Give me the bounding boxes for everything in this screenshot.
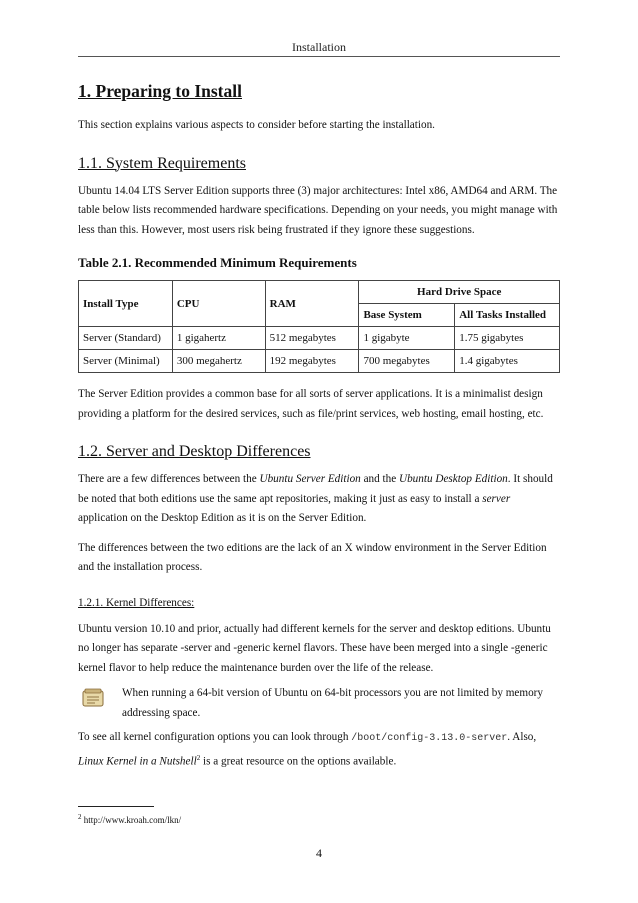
table-cell: 700 megabytes xyxy=(359,350,455,373)
note-box xyxy=(78,684,560,724)
running-header: Installation xyxy=(292,40,346,54)
table-cell: 512 megabytes xyxy=(265,327,359,350)
server-term: server xyxy=(482,492,511,505)
header-all-tasks: All Tasks Installed xyxy=(455,304,560,327)
page-content xyxy=(78,80,560,772)
header-ram: RAM xyxy=(265,281,359,327)
system-requirements-paragraph: Ubuntu 14.04 LTS Server Edition supports three (3) major architectures: Intel x86, AMD64 and ARM. The table below lists recommended hardware specifications. Depending on your needs, you might manage with less than this. However, most users risk being frustrated if they ignore these suggestions. xyxy=(78,184,558,236)
kernel-differences-heading: 1.2.1. Kernel Differences: xyxy=(78,596,195,609)
table-header-row xyxy=(79,281,560,304)
book-title: Linux Kernel in a Nutshell xyxy=(78,755,197,768)
table-cell: 300 megahertz xyxy=(172,350,265,373)
text-span: application on the Desktop Edition as it is on the Server Edition. xyxy=(78,512,367,524)
page-number: 4 xyxy=(316,846,322,860)
server-edition-paragraph: The Server Edition provides a common base for all sorts of server applications. It is a minimalist design providing a platform for the desired services, such as file/print services, web hosting, email hosting, etc. xyxy=(78,388,544,420)
table-cell: 1.4 gigabytes xyxy=(455,350,560,373)
text-span: is a great resource on the options available. xyxy=(200,755,397,768)
header-hard-drive-space: Hard Drive Space xyxy=(359,281,560,304)
text-span: and the xyxy=(360,473,399,485)
header-base-system: Base System xyxy=(359,304,455,327)
footnote-number: 2 xyxy=(78,813,82,821)
footnote xyxy=(78,811,181,826)
table-cell: Server (Standard) xyxy=(79,327,173,350)
footnote-marker: 2 xyxy=(196,753,201,762)
text-span: To see all kernel configuration options you can look through xyxy=(78,731,352,743)
section-system-requirements-heading: 1.1. System Requirements xyxy=(78,154,246,172)
desktop-edition-term: Ubuntu Desktop Edition xyxy=(399,473,508,485)
requirements-table xyxy=(78,280,560,373)
header-cpu: CPU xyxy=(172,281,265,327)
table-cell: 1 gigahertz xyxy=(172,327,265,350)
server-edition-term: Ubuntu Server Edition xyxy=(259,473,361,485)
table-row xyxy=(79,327,560,350)
note-icon xyxy=(82,688,104,708)
footnote-url[interactable]: http://www.kroah.com/lkn/ xyxy=(83,815,182,825)
section-differences-heading: 1.2. Server and Desktop Differences xyxy=(78,443,311,460)
kernel-config-paragraph xyxy=(78,728,560,772)
text-span: There are a few differences between the xyxy=(78,473,260,485)
table-cell: 1.75 gigabytes xyxy=(455,327,560,350)
table-row xyxy=(79,350,560,373)
chapter-intro: This section explains various aspects to consider before starting the installation. xyxy=(78,119,435,131)
kernel-paragraph: Ubuntu version 10.10 and prior, actually had different kernels for the server and desktop editions. Ubuntu no longer has separate -server and -generic kernel flavors. These have been merged into a single -generic kernel flavor to help reduce the maintenance burden over the life of the release. xyxy=(78,622,551,674)
differences-paragraph-1 xyxy=(78,470,560,529)
table-cell: Server (Minimal) xyxy=(79,350,173,373)
text-span: . It should be noted that both editions use the same apt repositories, making it just as easy to install a xyxy=(78,473,553,505)
header-rule xyxy=(78,56,560,57)
header-install-type: Install Type xyxy=(79,281,173,327)
config-path: /boot/config-3.13.0-server xyxy=(351,733,508,744)
note-text: When running a 64-bit version of Ubuntu on 64-bit processors you are not limited by memory addressing space. xyxy=(122,687,544,719)
footnote-rule xyxy=(78,806,154,807)
text-span: . Also, xyxy=(507,731,537,743)
table-title: Table 2.1. Recommended Minimum Requirements xyxy=(78,255,357,270)
table-cell: 192 megabytes xyxy=(265,350,359,373)
chapter-title: 1. Preparing to Install xyxy=(78,81,242,101)
differences-paragraph-2: The differences between the two editions are the lack of an X window environment in the Server Edition and the installation process. xyxy=(78,541,547,573)
table-cell: 1 gigabyte xyxy=(359,327,455,350)
